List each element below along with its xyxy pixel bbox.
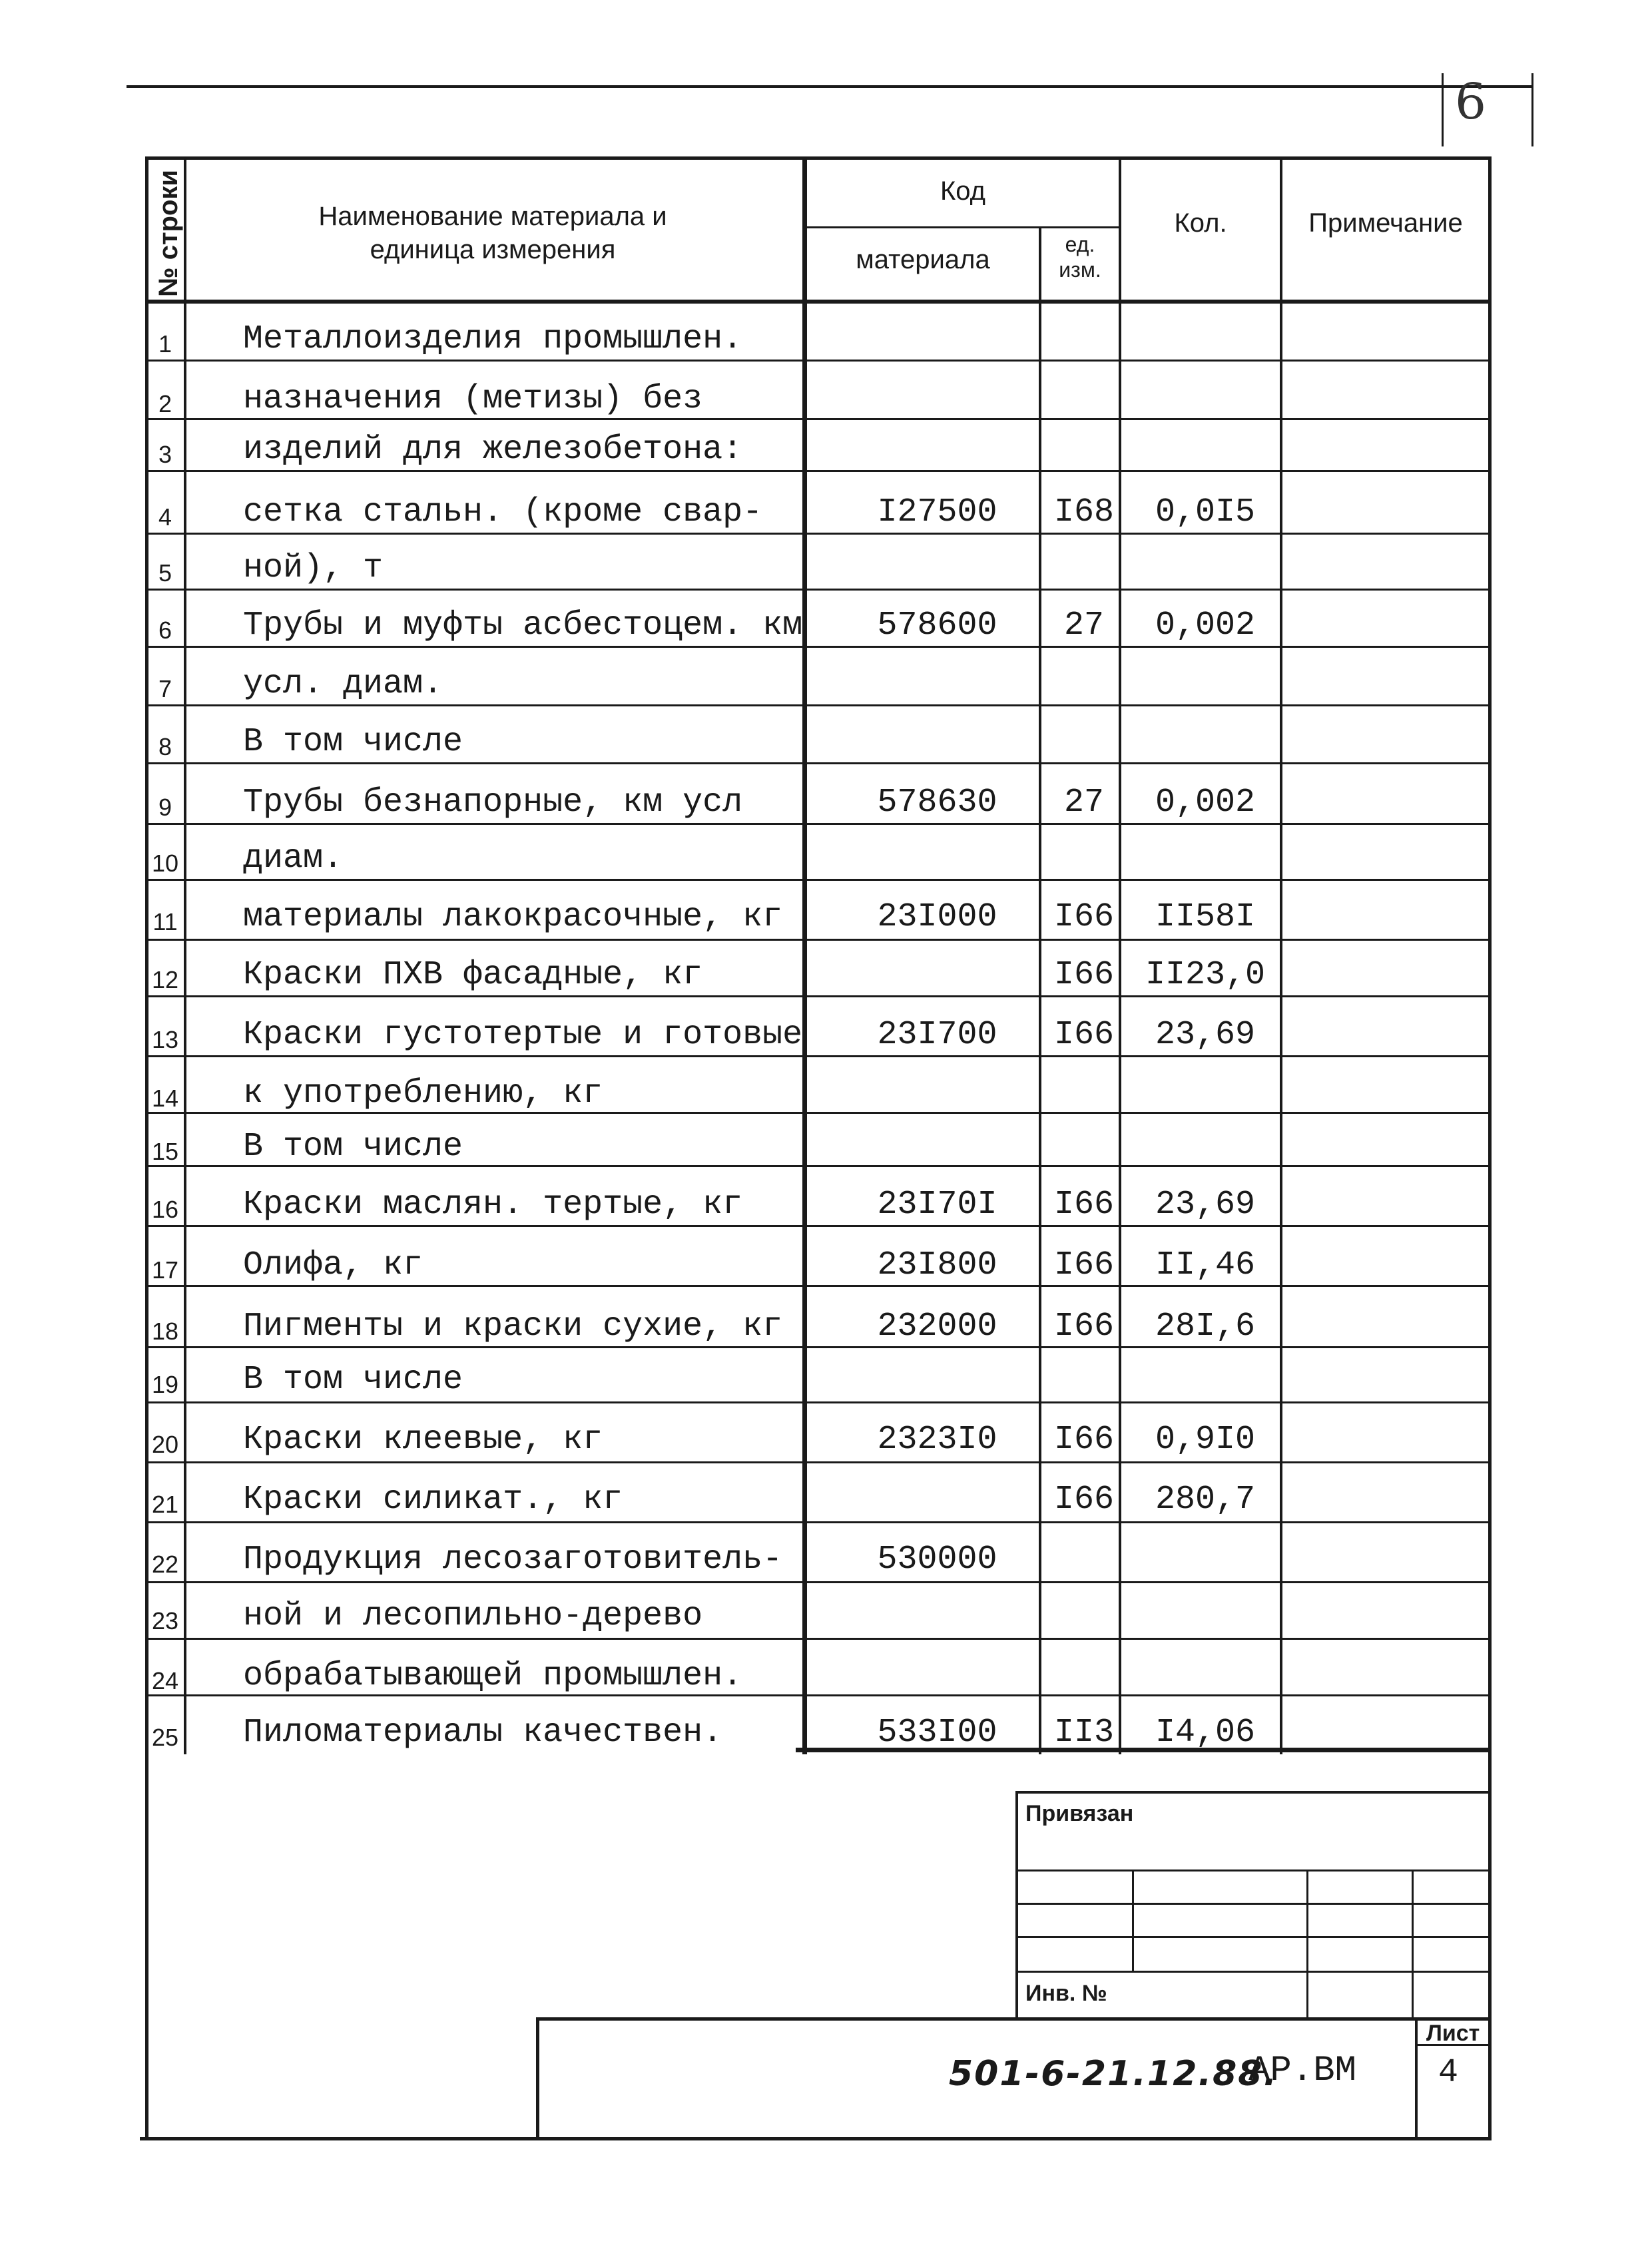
row-number: 14 <box>151 1085 179 1112</box>
material-name: сетка стальн. (кроме свар- <box>243 493 763 531</box>
material-name: Краски маслян. тертые, кг <box>243 1186 743 1224</box>
table-row <box>146 587 1492 647</box>
table-row <box>146 1638 1492 1698</box>
row-number: 15 <box>151 1138 179 1165</box>
unit-code: I66 <box>1053 1481 1114 1519</box>
table-row <box>146 1401 1492 1461</box>
quantity: II58I <box>1155 898 1256 936</box>
table-row <box>146 474 1492 534</box>
table-row <box>146 1166 1492 1226</box>
table-row <box>146 704 1492 764</box>
material-code-header: материала <box>856 245 990 274</box>
quantity: 0,002 <box>1155 784 1256 822</box>
material-name: Трубы безнапорные, км усл <box>243 784 743 822</box>
table-row <box>146 1109 1492 1168</box>
quantity: 0,0I5 <box>1155 493 1256 531</box>
stamp-sheet-col <box>1415 2017 1418 2140</box>
bound-box-col <box>1412 1869 1414 2021</box>
material-code <box>812 704 1062 764</box>
table-row <box>146 820 1492 880</box>
quantity: 23,69 <box>1155 1016 1256 1054</box>
row-number: 16 <box>151 1196 179 1223</box>
table-row <box>146 411 1492 471</box>
row-number: 1 <box>158 330 172 358</box>
unit-code <box>1044 1578 1124 1638</box>
unit-code <box>1044 1638 1124 1698</box>
quantity <box>1125 820 1285 880</box>
unit-code <box>1044 646 1124 706</box>
unit-code: 27 <box>1063 784 1104 822</box>
material-code <box>812 820 1062 880</box>
table-row <box>146 937 1492 997</box>
row-number: 24 <box>151 1667 179 1694</box>
material-name: усл. диам. <box>243 665 443 703</box>
document-section: АР.ВМ <box>1248 2051 1357 2091</box>
material-name: Краски клеевые, кг <box>243 1421 603 1459</box>
quantity <box>1125 301 1285 361</box>
material-name: к употреблению, кг <box>243 1075 603 1113</box>
bound-box-rule <box>1015 1869 1490 1871</box>
material-name: Пиломатериалы качествен. <box>243 1714 723 1752</box>
material-name: изделий для железобетона: <box>243 431 743 469</box>
material-name: Краски силикат., кг <box>243 1481 623 1519</box>
bound-box-col <box>1132 1869 1134 1971</box>
code-header: Код <box>940 176 985 206</box>
quantity <box>1125 1055 1285 1115</box>
material-code <box>812 1461 1062 1521</box>
material-code <box>812 411 1062 471</box>
unit-code <box>1044 1342 1124 1401</box>
material-name: назначения (метизы) без <box>243 380 703 418</box>
material-code: 533I00 <box>877 1714 997 1752</box>
quantity: 0,002 <box>1155 607 1256 644</box>
material-code <box>812 301 1062 361</box>
row-number: 7 <box>158 675 172 702</box>
stamp-left <box>536 2017 539 2140</box>
bound-box-col <box>1306 1869 1308 2021</box>
quantity: II23,0 <box>1145 956 1266 994</box>
unit-code <box>1044 530 1124 590</box>
row-number: 25 <box>151 1724 179 1751</box>
name-header: Наименование материала и единица измерения <box>318 202 667 264</box>
quantity: I4,06 <box>1155 1714 1256 1752</box>
material-name: обрабатывающей промышлен. <box>243 1657 743 1695</box>
row-number: 19 <box>151 1371 179 1398</box>
quantity <box>1125 1109 1285 1168</box>
unit-code: I66 <box>1053 1308 1114 1346</box>
material-name: Металлоизделия промышлен. <box>243 320 743 358</box>
quantity <box>1125 530 1285 590</box>
row-number: 3 <box>158 441 172 468</box>
bound-label: Привязан <box>1025 1801 1134 1826</box>
table-row <box>146 530 1492 590</box>
unit-code: I68 <box>1053 493 1114 531</box>
material-name: В том числе <box>243 1361 463 1399</box>
note-header: Примечание <box>1308 208 1463 238</box>
material-code: 232000 <box>877 1308 997 1346</box>
unit-code <box>1044 820 1124 880</box>
row-number: 13 <box>151 1026 179 1053</box>
bound-box-rule <box>1015 1971 1490 1973</box>
bound-box-left <box>1015 1791 1018 2021</box>
table-row <box>146 764 1492 824</box>
unit-code <box>1044 704 1124 764</box>
sheet-label: Лист <box>1426 2021 1480 2046</box>
quantity: 0,9I0 <box>1155 1421 1256 1459</box>
page-number: 6 <box>1455 73 1487 130</box>
material-code <box>812 1342 1062 1401</box>
row-number: 12 <box>151 966 179 993</box>
unit-code: I66 <box>1053 1421 1114 1459</box>
code-subheader-rule <box>802 226 1121 228</box>
table-row <box>146 1578 1492 1638</box>
material-code: 578630 <box>877 784 997 822</box>
row-number: 11 <box>152 908 178 935</box>
material-name: ной и лесопильно-дерево <box>243 1597 703 1635</box>
row-number: 21 <box>151 1491 179 1518</box>
table-row <box>146 879 1492 939</box>
unit-code: I66 <box>1053 1016 1114 1054</box>
table-row <box>146 1227 1492 1287</box>
quantity <box>1125 704 1285 764</box>
row-number: 22 <box>151 1551 179 1578</box>
bound-box-rule <box>1015 1903 1490 1905</box>
quantity <box>1125 1342 1285 1401</box>
unit-code <box>1044 1055 1124 1115</box>
unit-code: I66 <box>1053 956 1114 994</box>
unit-code: II3 <box>1053 1714 1114 1752</box>
row-number: 10 <box>151 850 179 877</box>
material-name: Краски ПХВ фасадные, кг <box>243 956 703 994</box>
material-code: 23I800 <box>877 1246 997 1284</box>
unit-header: ед. изм. <box>1059 232 1101 282</box>
material-name: В том числе <box>243 1128 463 1166</box>
row-number: 17 <box>151 1256 179 1284</box>
table-row <box>146 997 1492 1057</box>
material-code <box>812 646 1062 706</box>
frame-bottom <box>140 2137 1492 2140</box>
material-code: 23I000 <box>877 898 997 936</box>
row-number: 20 <box>151 1431 179 1458</box>
row-number: 5 <box>158 559 172 587</box>
quantity <box>1125 646 1285 706</box>
unit-code: 27 <box>1063 607 1104 644</box>
quantity <box>1125 1638 1285 1698</box>
row-number: 9 <box>158 794 172 821</box>
unit-code: I66 <box>1053 1246 1114 1284</box>
material-code: 530000 <box>877 1541 997 1579</box>
quantity <box>1125 1578 1285 1638</box>
table-row <box>146 1521 1492 1581</box>
unit-code <box>1044 301 1124 361</box>
sheet-number: 4 <box>1438 2054 1459 2092</box>
material-name: Трубы и муфты асбестоцем. км <box>243 607 803 644</box>
quantity: II,46 <box>1155 1246 1256 1284</box>
material-name: Пигменты и краски сухие, кг <box>243 1308 783 1346</box>
bound-box-rule <box>1015 1936 1490 1938</box>
unit-code <box>1044 1109 1124 1168</box>
material-code: 23I700 <box>877 1016 997 1054</box>
document-code: 501-6-21.12.88. <box>949 2054 1278 2094</box>
row-number: 6 <box>158 617 172 644</box>
table-row <box>146 1694 1492 1754</box>
material-code <box>812 1055 1062 1115</box>
table-row <box>146 1055 1492 1115</box>
bound-box-top <box>1015 1791 1490 1794</box>
table-row <box>146 1342 1492 1401</box>
quantity: 23,69 <box>1155 1186 1256 1224</box>
row-number: 23 <box>151 1607 179 1634</box>
unit-code: I66 <box>1053 1186 1114 1224</box>
material-code: 2323I0 <box>877 1421 997 1459</box>
material-code <box>812 1109 1062 1168</box>
top-rule <box>127 85 1531 88</box>
row-number: 4 <box>158 503 172 531</box>
quantity-header: Кол. <box>1174 208 1227 238</box>
page-number-frame <box>1442 73 1444 146</box>
unit-code <box>1044 411 1124 471</box>
material-code <box>812 1578 1062 1638</box>
row-number-header: № строки <box>153 169 183 297</box>
quantity <box>1125 411 1285 471</box>
quantity: 28I,6 <box>1155 1308 1256 1346</box>
table-row <box>146 646 1492 706</box>
material-code: 23I70I <box>877 1186 997 1224</box>
inventory-number-label: Инв. № <box>1025 1981 1107 2006</box>
material-name: Краски густотертые и готовые <box>243 1016 803 1054</box>
row-number: 2 <box>158 390 172 417</box>
unit-code: I66 <box>1053 898 1114 936</box>
table-row <box>146 301 1492 361</box>
row-number: 8 <box>158 733 172 760</box>
material-code <box>812 937 1062 997</box>
material-name: материалы лакокрасочные, кг <box>243 898 783 936</box>
material-name: диам. <box>243 840 344 877</box>
material-name: В том числе <box>243 723 463 761</box>
table-row <box>146 1288 1492 1348</box>
quantity: 280,7 <box>1155 1481 1256 1519</box>
material-code: 578600 <box>877 607 997 644</box>
material-name: Олифа, кг <box>243 1246 423 1284</box>
material-name: Продукция лесозаготовитель- <box>243 1541 783 1579</box>
quantity <box>1125 1521 1285 1581</box>
frame-top <box>146 156 1492 160</box>
unit-code <box>1044 1521 1124 1581</box>
material-code <box>812 530 1062 590</box>
material-name: ной), т <box>243 549 384 587</box>
material-code <box>812 1638 1062 1698</box>
table-row <box>146 1461 1492 1521</box>
stamp-top <box>536 2017 1492 2021</box>
page-number-frame <box>1531 73 1533 146</box>
material-code: I27500 <box>877 493 997 531</box>
row-number: 18 <box>151 1318 179 1345</box>
